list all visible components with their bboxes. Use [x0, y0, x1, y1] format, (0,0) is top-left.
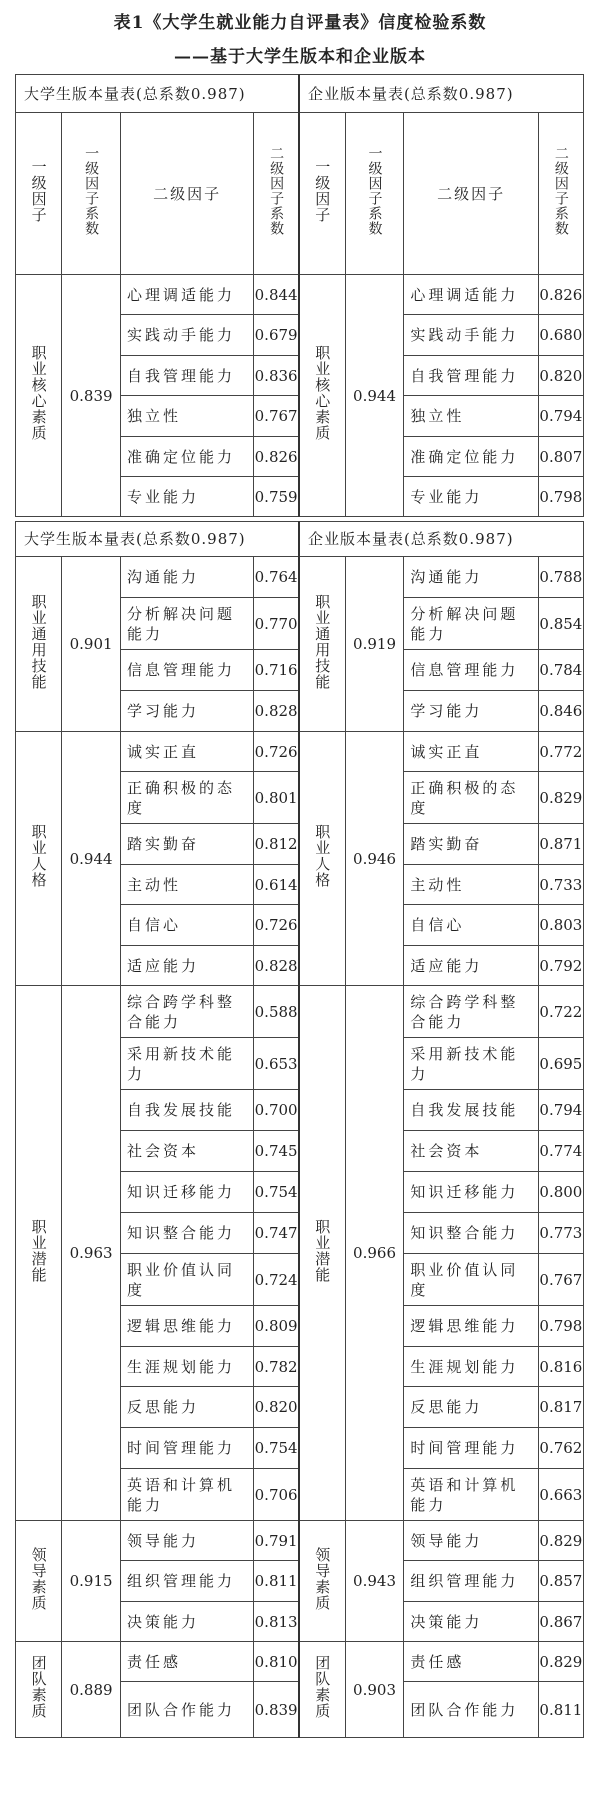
second-factor-coef: 0.754: [254, 1172, 299, 1213]
second-factor-coef: 0.826: [538, 275, 583, 315]
second-factor-coef: 0.801: [254, 772, 299, 824]
second-factor-name: 自信心: [120, 905, 253, 946]
first-factor-name: 职业通用技能: [299, 557, 345, 732]
col-header-first-coef: 一级因子系数: [62, 113, 121, 275]
second-factor-name: 团队合作能力: [120, 1682, 253, 1738]
second-factor-name: 学习能力: [404, 691, 538, 732]
second-factor-coef: 0.733: [538, 865, 583, 905]
second-factor-name: 知识整合能力: [120, 1213, 253, 1254]
second-factor-coef: 0.716: [254, 650, 299, 691]
second-factor-coef: 0.857: [538, 1561, 583, 1602]
second-factor-coef: 0.754: [254, 1428, 299, 1469]
second-factor-coef: 0.820: [254, 1387, 299, 1428]
second-factor-coef: 0.764: [254, 557, 299, 598]
table-row: [16, 557, 584, 598]
second-factor-coef: 0.726: [254, 732, 299, 772]
second-factor-coef: 0.811: [254, 1561, 299, 1602]
second-factor-coef: 0.762: [538, 1428, 583, 1469]
first-factor-coef: 0.903: [345, 1642, 404, 1738]
second-factor-name: 正确积极的态度: [120, 772, 253, 824]
second-factor-coef: 0.810: [254, 1642, 299, 1682]
second-factor-name: 心理调适能力: [120, 275, 253, 315]
second-factor-name: 采用新技术能力: [120, 1038, 253, 1090]
second-factor-name: 时间管理能力: [120, 1428, 253, 1469]
second-factor-coef: 0.680: [538, 315, 583, 356]
second-factor-coef: 0.700: [254, 1090, 299, 1131]
second-factor-name: 职业价值认同度: [404, 1254, 538, 1306]
reliability-table-part1: [15, 74, 584, 517]
second-factor-name: 反思能力: [404, 1387, 538, 1428]
second-factor-name: 主动性: [120, 865, 253, 905]
enterprise-version-header: 企业版本量表(总系数0.987): [299, 522, 584, 557]
second-factor-coef: 0.798: [538, 1306, 583, 1347]
col-header-first-coef: 一级因子系数: [345, 113, 404, 275]
first-factor-coef: 0.944: [62, 732, 121, 986]
second-factor-coef: 0.759: [254, 477, 299, 517]
second-factor-name: 适应能力: [120, 946, 253, 986]
second-factor-coef: 0.871: [538, 824, 583, 865]
second-factor-name: 生涯规划能力: [120, 1347, 253, 1387]
first-factor-name: 职业潜能: [16, 986, 62, 1521]
second-factor-coef: 0.726: [254, 905, 299, 946]
table-row: [16, 1521, 584, 1561]
first-factor-name: 领导素质: [299, 1521, 345, 1642]
second-factor-coef: 0.828: [254, 691, 299, 732]
first-factor-name: 领导素质: [16, 1521, 62, 1642]
second-factor-coef: 0.792: [538, 946, 583, 986]
second-factor-name: 知识迁移能力: [404, 1172, 538, 1213]
second-factor-coef: 0.794: [538, 396, 583, 437]
first-factor-coef: 0.946: [345, 732, 404, 986]
second-factor-coef: 0.679: [254, 315, 299, 356]
second-factor-name: 时间管理能力: [404, 1428, 538, 1469]
second-factor-name: 组织管理能力: [120, 1561, 253, 1602]
second-factor-coef: 0.800: [538, 1172, 583, 1213]
student-version-header: 大学生版本量表(总系数0.987): [16, 75, 299, 113]
second-factor-name: 综合跨学科整合能力: [404, 986, 538, 1038]
second-factor-coef: 0.798: [538, 477, 583, 517]
second-factor-name: 英语和计算机能力: [404, 1469, 538, 1521]
second-factor-name: 沟通能力: [120, 557, 253, 598]
second-factor-coef: 0.867: [538, 1602, 583, 1642]
table-title: 表1《大学生就业能力自评量表》信度检验系数: [113, 13, 487, 33]
first-factor-coef: 0.839: [62, 275, 121, 517]
second-factor-coef: 0.854: [538, 598, 583, 650]
first-factor-coef: 0.943: [345, 1521, 404, 1642]
second-factor-coef: 0.807: [538, 437, 583, 477]
table-row: [16, 1642, 584, 1682]
second-factor-coef: 0.788: [538, 557, 583, 598]
second-factor-name: 分析解决问题能力: [120, 598, 253, 650]
second-factor-name: 领导能力: [120, 1521, 253, 1561]
table-row: [16, 275, 584, 315]
col-header-second-coef: 二级因子系数: [254, 113, 299, 275]
second-factor-name: 自信心: [404, 905, 538, 946]
second-factor-name: 知识迁移能力: [120, 1172, 253, 1213]
first-factor-coef: 0.915: [62, 1521, 121, 1642]
second-factor-coef: 0.829: [538, 1642, 583, 1682]
second-factor-coef: 0.747: [254, 1213, 299, 1254]
second-factor-name: 信息管理能力: [120, 650, 253, 691]
second-factor-coef: 0.782: [254, 1347, 299, 1387]
second-factor-name: 踏实勤奋: [404, 824, 538, 865]
second-factor-name: 正确积极的态度: [404, 772, 538, 824]
second-factor-name: 诚实正直: [120, 732, 253, 772]
second-factor-name: 社会资本: [404, 1131, 538, 1172]
second-factor-name: 诚实正直: [404, 732, 538, 772]
second-factor-coef: 0.812: [254, 824, 299, 865]
first-factor-name: 团队素质: [16, 1642, 62, 1738]
second-factor-coef: 0.706: [254, 1469, 299, 1521]
second-factor-coef: 0.844: [254, 275, 299, 315]
second-factor-name: 团队合作能力: [404, 1682, 538, 1738]
col-header-second-factor: 二级因子: [120, 113, 253, 275]
second-factor-coef: 0.846: [538, 691, 583, 732]
second-factor-name: 责任感: [404, 1642, 538, 1682]
second-factor-name: 责任感: [120, 1642, 253, 1682]
second-factor-name: 踏实勤奋: [120, 824, 253, 865]
second-factor-name: 决策能力: [404, 1602, 538, 1642]
first-factor-name: 团队素质: [299, 1642, 345, 1738]
second-factor-name: 综合跨学科整合能力: [120, 986, 253, 1038]
first-factor-name: 职业潜能: [299, 986, 345, 1521]
second-factor-name: 反思能力: [120, 1387, 253, 1428]
second-factor-name: 职业价值认同度: [120, 1254, 253, 1306]
second-factor-name: 组织管理能力: [404, 1561, 538, 1602]
second-factor-coef: 0.791: [254, 1521, 299, 1561]
first-factor-coef: 0.944: [345, 275, 404, 517]
second-factor-coef: 0.784: [538, 650, 583, 691]
second-factor-coef: 0.836: [254, 356, 299, 396]
second-factor-coef: 0.826: [254, 437, 299, 477]
second-factor-name: 心理调适能力: [404, 275, 538, 315]
second-factor-name: 适应能力: [404, 946, 538, 986]
first-factor-name: 职业核心素质: [16, 275, 62, 517]
second-factor-coef: 0.829: [538, 1521, 583, 1561]
second-factor-coef: 0.829: [538, 772, 583, 824]
second-factor-coef: 0.811: [538, 1682, 583, 1738]
second-factor-name: 采用新技术能力: [404, 1038, 538, 1090]
first-factor-coef: 0.963: [62, 986, 121, 1521]
table-row: [16, 732, 584, 772]
second-factor-name: 独立性: [120, 396, 253, 437]
second-factor-name: 自我发展技能: [120, 1090, 253, 1131]
second-factor-coef: 0.722: [538, 986, 583, 1038]
reliability-table-part2: [15, 521, 584, 1738]
second-factor-name: 知识整合能力: [404, 1213, 538, 1254]
second-factor-name: 独立性: [404, 396, 538, 437]
second-factor-name: 信息管理能力: [404, 650, 538, 691]
second-factor-coef: 0.813: [254, 1602, 299, 1642]
second-factor-name: 专业能力: [404, 477, 538, 517]
second-factor-name: 社会资本: [120, 1131, 253, 1172]
second-factor-coef: 0.803: [538, 905, 583, 946]
second-factor-coef: 0.588: [254, 986, 299, 1038]
second-factor-coef: 0.653: [254, 1038, 299, 1090]
second-factor-name: 自我管理能力: [404, 356, 538, 396]
first-factor-name: 职业通用技能: [16, 557, 62, 732]
second-factor-name: 决策能力: [120, 1602, 253, 1642]
second-factor-name: 专业能力: [120, 477, 253, 517]
second-factor-coef: 0.828: [254, 946, 299, 986]
second-factor-name: 自我管理能力: [120, 356, 253, 396]
second-factor-name: 主动性: [404, 865, 538, 905]
second-factor-name: 学习能力: [120, 691, 253, 732]
first-factor-coef: 0.966: [345, 986, 404, 1521]
second-factor-coef: 0.809: [254, 1306, 299, 1347]
col-header-first-factor: 一级因子: [16, 113, 62, 275]
first-factor-coef: 0.901: [62, 557, 121, 732]
second-factor-name: 准确定位能力: [404, 437, 538, 477]
second-factor-name: 自我发展技能: [404, 1090, 538, 1131]
col-header-second-coef: 二级因子系数: [538, 113, 583, 275]
student-version-header: 大学生版本量表(总系数0.987): [16, 522, 299, 557]
first-factor-name: 职业核心素质: [299, 275, 345, 517]
second-factor-coef: 0.614: [254, 865, 299, 905]
second-factor-coef: 0.816: [538, 1347, 583, 1387]
col-header-second-factor: 二级因子: [404, 113, 538, 275]
second-factor-name: 实践动手能力: [404, 315, 538, 356]
second-factor-name: 领导能力: [404, 1521, 538, 1561]
second-factor-coef: 0.820: [538, 356, 583, 396]
second-factor-name: 英语和计算机能力: [120, 1469, 253, 1521]
second-factor-coef: 0.773: [538, 1213, 583, 1254]
table-subtitle: ——基于大学生版本和企业版本: [174, 47, 426, 67]
second-factor-coef: 0.724: [254, 1254, 299, 1306]
second-factor-coef: 0.745: [254, 1131, 299, 1172]
first-factor-coef: 0.919: [345, 557, 404, 732]
second-factor-coef: 0.770: [254, 598, 299, 650]
second-factor-name: 实践动手能力: [120, 315, 253, 356]
col-header-first-factor: 一级因子: [299, 113, 345, 275]
second-factor-name: 逻辑思维能力: [120, 1306, 253, 1347]
second-factor-coef: 0.767: [254, 396, 299, 437]
enterprise-version-header: 企业版本量表(总系数0.987): [299, 75, 584, 113]
second-factor-coef: 0.839: [254, 1682, 299, 1738]
second-factor-coef: 0.817: [538, 1387, 583, 1428]
first-factor-name: 职业人格: [16, 732, 62, 986]
second-factor-name: 分析解决问题能力: [404, 598, 538, 650]
first-factor-name: 职业人格: [299, 732, 345, 986]
second-factor-name: 准确定位能力: [120, 437, 253, 477]
table-row: [16, 986, 584, 1038]
second-factor-name: 生涯规划能力: [404, 1347, 538, 1387]
second-factor-coef: 0.767: [538, 1254, 583, 1306]
second-factor-name: 逻辑思维能力: [404, 1306, 538, 1347]
second-factor-name: 沟通能力: [404, 557, 538, 598]
second-factor-coef: 0.695: [538, 1038, 583, 1090]
first-factor-coef: 0.889: [62, 1642, 121, 1738]
second-factor-coef: 0.663: [538, 1469, 583, 1521]
second-factor-coef: 0.774: [538, 1131, 583, 1172]
second-factor-coef: 0.772: [538, 732, 583, 772]
second-factor-coef: 0.794: [538, 1090, 583, 1131]
